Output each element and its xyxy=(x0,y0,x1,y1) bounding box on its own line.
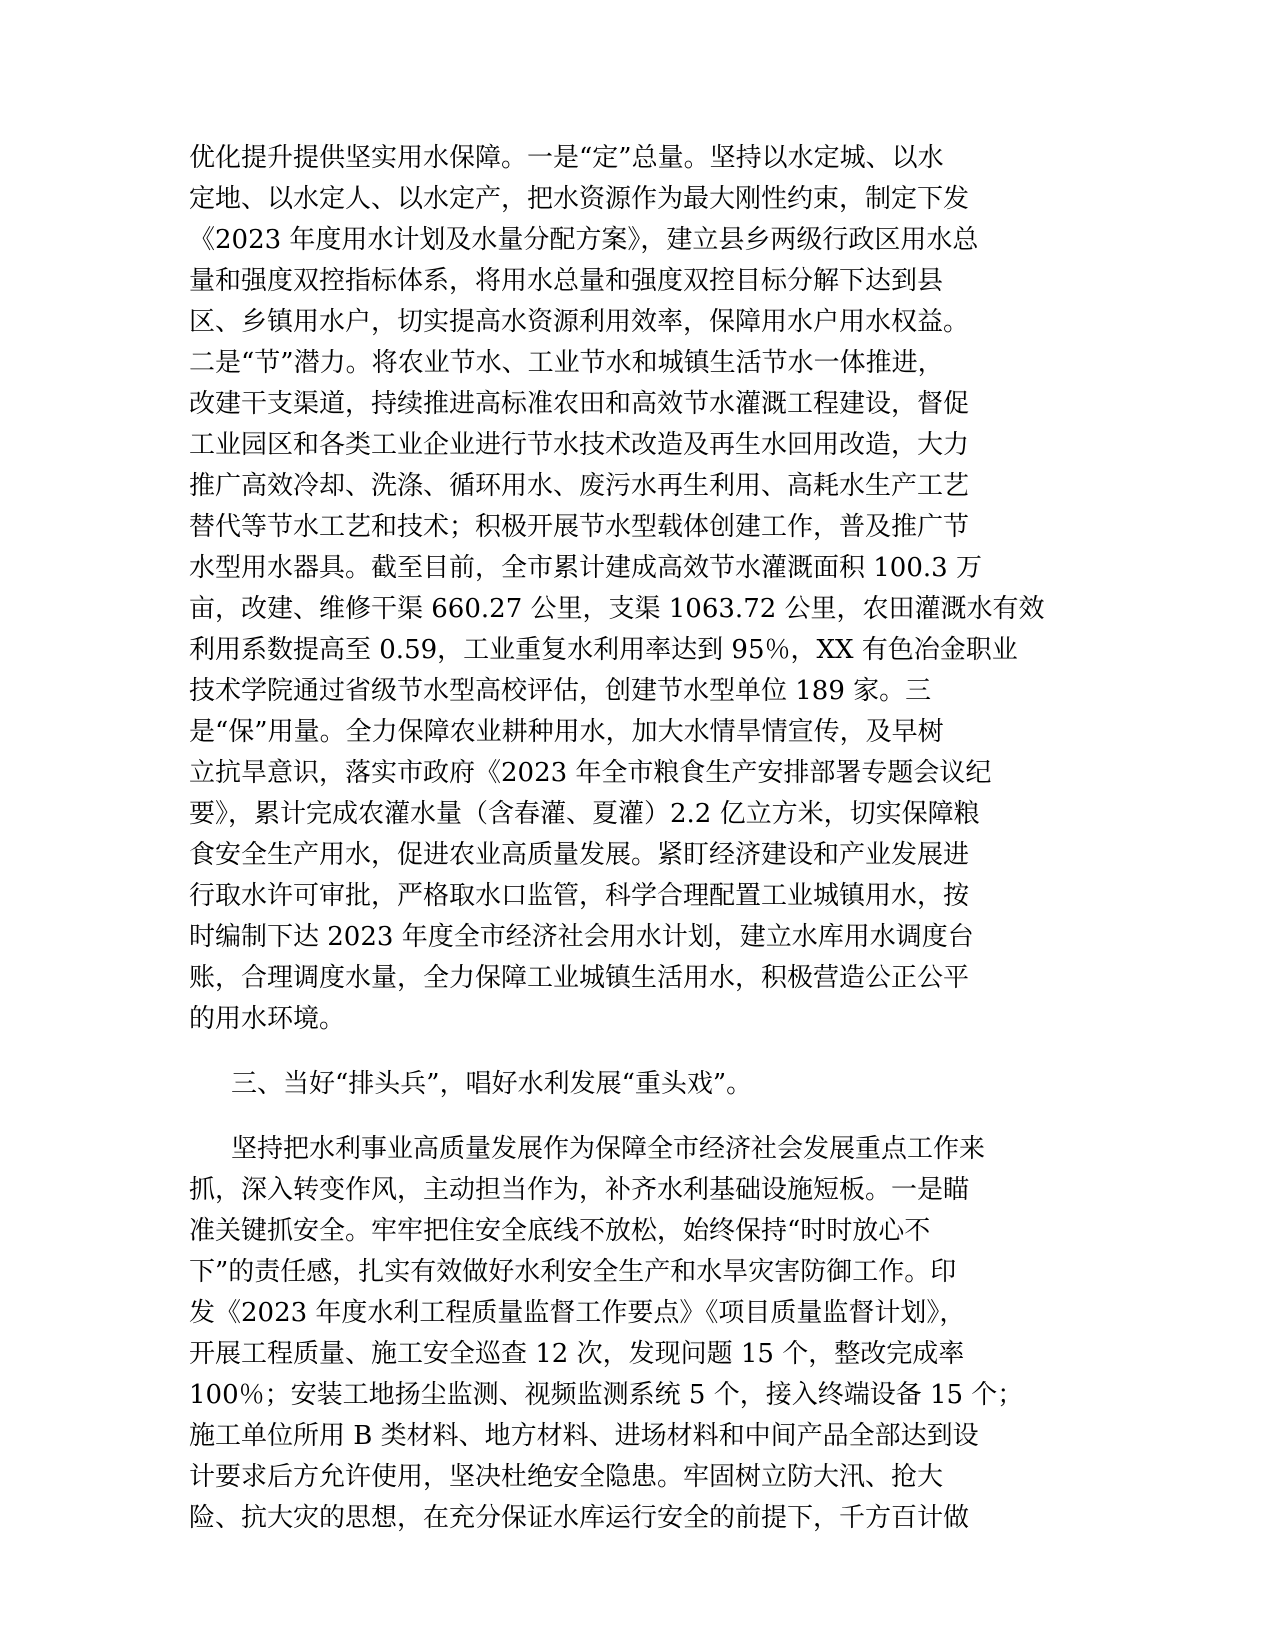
paragraph-line: 准关键抓安全。牢牢把住安全底线不放松，始终保持“时时放心不 xyxy=(189,1216,931,1246)
paragraph-line: 开展工程质量、施工安全巡查 12 次，发现问题 15 个，整改完成率 xyxy=(189,1339,965,1369)
paragraph-line: 推广高效冷却、洗涤、循环用水、废污水再生利用、高耗水生产工艺 xyxy=(189,471,970,501)
paragraph-line: 定地、以水定人、以水定产，把水资源作为最大刚性约束，制定下发 xyxy=(189,184,970,214)
paragraph-line: 量和强度双控指标体系，将用水总量和强度双控目标分解下达到县 xyxy=(189,266,944,296)
paragraph-line: 立抗旱意识，落实市政府《2023 年全市粮食生产安排部署专题会议纪 xyxy=(189,758,992,788)
paragraph-line: 下”的责任感，扎实有效做好水利安全生产和水旱灾害防御工作。印 xyxy=(189,1257,957,1287)
paragraph-line: 施工单位所用 B 类材料、地方材料、进场材料和中间产品全部达到设 xyxy=(189,1421,979,1451)
paragraph-line: 亩，改建、维修干渠 660.27 公里，支渠 1063.72 公里，农田灌溉水有效 xyxy=(189,594,1045,624)
paragraph-line: 技术学院通过省级节水型高校评估，创建节水型单位 189 家。三 xyxy=(189,676,932,706)
paragraph-line: 坚持把水利事业高质量发展作为保障全市经济社会发展重点工作来 xyxy=(231,1134,986,1164)
paragraph-line: 改建干支渠道，持续推进高标准农田和高效节水灌溉工程建设，督促 xyxy=(189,389,970,419)
paragraph-line: 工业园区和各类工业企业进行节水技术改造及再生水回用改造，大力 xyxy=(189,430,970,460)
section-heading: 三、当好“排头兵”，唱好水利发展“重头戏”。 xyxy=(231,1069,753,1099)
paragraph-line: 优化提升提供坚实用水保障。一是“定”总量。坚持以水定城、以水 xyxy=(189,143,944,173)
paragraph-line: 时编制下达 2023 年度全市经济社会用水计划，建立水库用水调度台 xyxy=(189,922,974,952)
paragraph-line: 抓，深入转变作风，主动担当作为，补齐水利基础设施短板。一是瞄 xyxy=(189,1175,970,1205)
paragraph-line: 行取水许可审批，严格取水口监管，科学合理配置工业城镇用水，按 xyxy=(189,881,970,911)
paragraph-line: 是“保”用量。全力保障农业耕种用水，加大水情旱情宣传，及早树 xyxy=(189,717,944,747)
paragraph-line: 的用水环境。 xyxy=(189,1004,346,1034)
paragraph-line: 食安全生产用水，促进农业高质量发展。紧盯经济建设和产业发展进 xyxy=(189,840,970,870)
paragraph-line: 替代等节水工艺和技术；积极开展节水型载体创建工作，普及推广节 xyxy=(189,512,970,542)
paragraph-line: 区、乡镇用水户，切实提高水资源利用效率，保障用水户用水权益。 xyxy=(189,307,970,337)
paragraph-line: 要》，累计完成农灌水量（含春灌、夏灌）2.2 亿立方米，切实保障粮 xyxy=(189,799,980,829)
paragraph-line: 发《2023 年度水利工程质量监督工作要点》《项目质量监督计划》， xyxy=(189,1298,966,1328)
paragraph-line: 计要求后方允许使用，坚决杜绝安全隐患。牢固树立防大汛、抢大 xyxy=(189,1462,944,1492)
paragraph-line: 账，合理调度水量，全力保障工业城镇生活用水，积极营造公正公平 xyxy=(189,963,970,993)
paragraph-line: 100％；安装工地扬尘监测、视频监测系统 5 个，接入终端设备 15 个； xyxy=(189,1380,1024,1410)
paragraph-line: 二是“节”潜力。将农业节水、工业节水和城镇生活节水一体推进， xyxy=(189,348,944,378)
paragraph-line: 利用系数提高至 0.59，工业重复水利用率达到 95％，XX 有色冶金职业 xyxy=(189,635,1018,665)
paragraph-line: 水型用水器具。截至目前，全市累计建成高效节水灌溉面积 100.3 万 xyxy=(189,553,982,583)
paragraph-line: 《2023 年度用水计划及水量分配方案》，建立县乡两级行政区用水总 xyxy=(189,225,979,255)
paragraph-line: 险、抗大灾的思想，在充分保证水库运行安全的前提下，千方百计做 xyxy=(189,1503,970,1533)
